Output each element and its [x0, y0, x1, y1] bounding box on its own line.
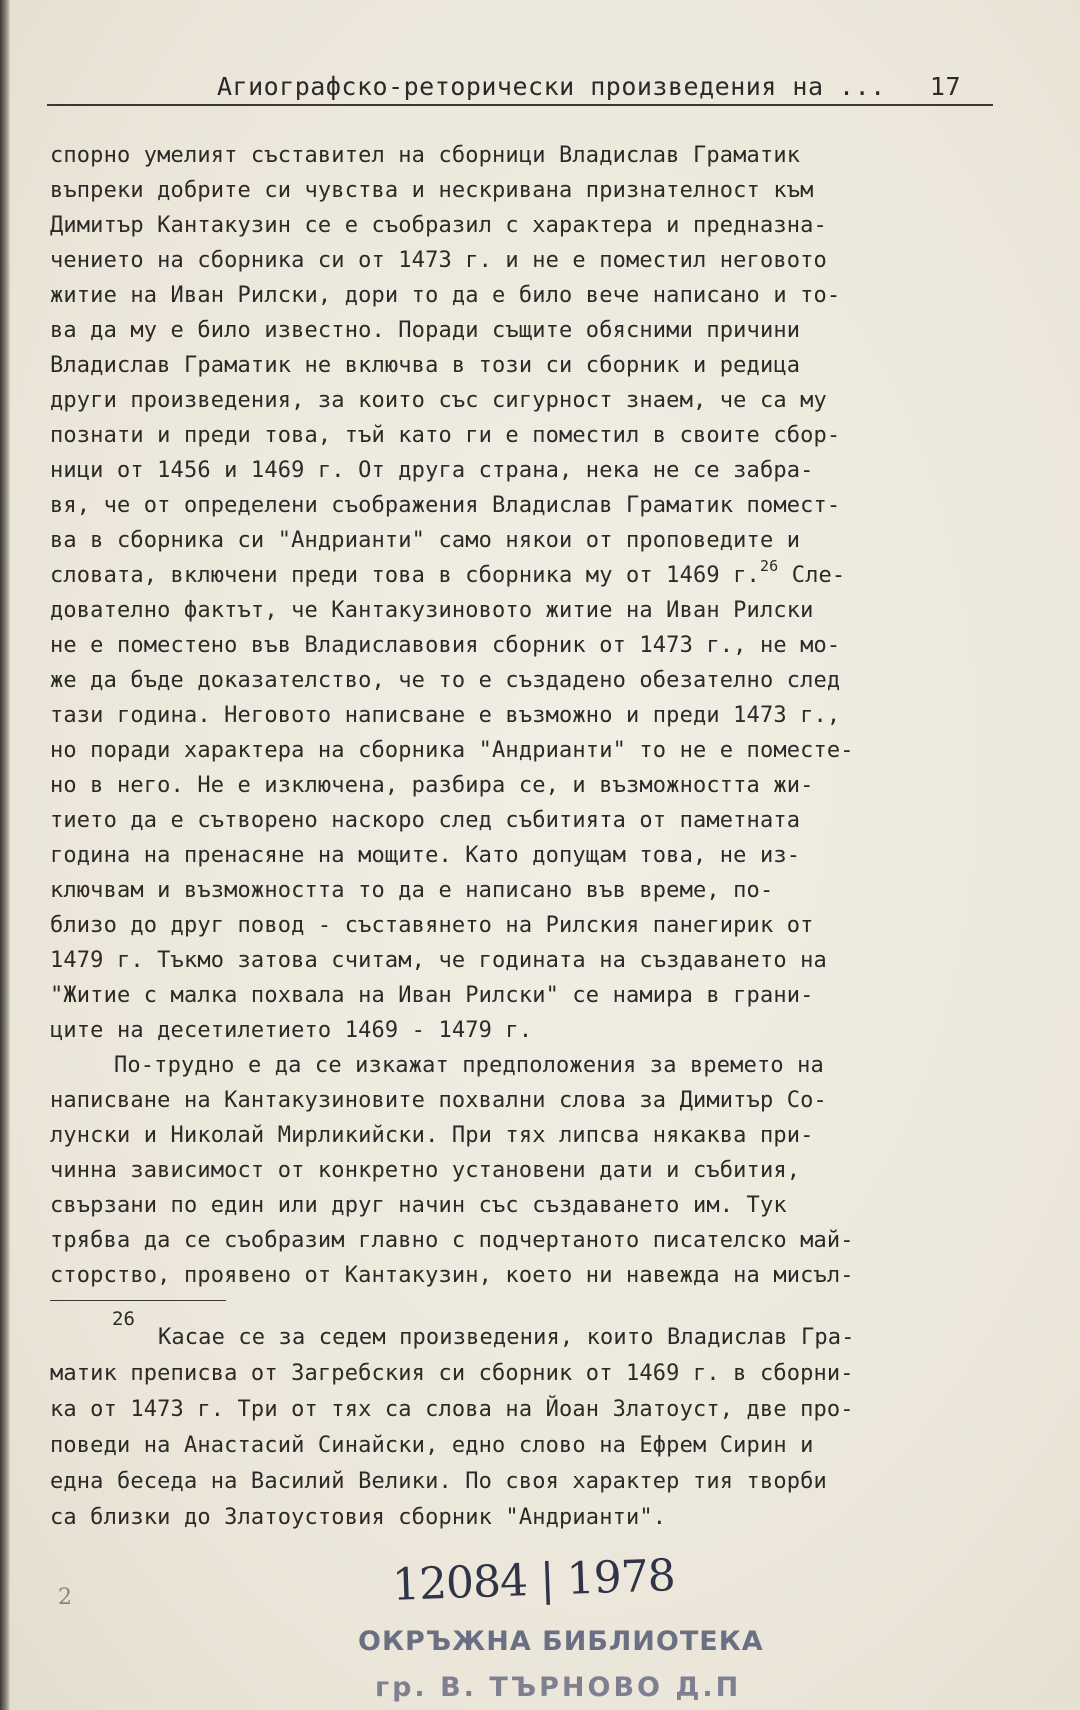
page-number: 17 [929, 72, 961, 101]
text-line: ва в сборника си "Андрианти" само някои от проповедите и [50, 528, 801, 553]
footnote-reference[interactable]: 26 [759, 556, 779, 575]
library-stamp-line-2: гр. В. ТЪРНОВО Д.П [375, 1672, 742, 1703]
text-line: написване на Кантакузиновите похвални слова за Димитър Со- [50, 1088, 827, 1113]
text-line: не е поместено във Владиславовия сборник от 1473 г., не мо- [50, 633, 841, 658]
text-line: вя, че от определени съображения Владислав Граматик помест- [50, 493, 841, 518]
text-line: ници от 1456 и 1469 г. От друга страна, нека не се забра- [50, 458, 814, 483]
text-line: ците на десетилетието 1469 - 1479 г. [50, 1018, 533, 1043]
text-line: тието да е сътворено наскоро след събитията от паметната [50, 808, 801, 833]
text-line: чинна зависимост от конкретно установени дати и събития, [50, 1158, 801, 1183]
handwritten-inventory-number: 12084 | 1978 [391, 1550, 676, 1611]
text-line: ва да му е било известно. Поради същите обясними причини [50, 318, 801, 343]
text-line: тази година. Неговото написване е възможно и преди 1473 г., [50, 703, 841, 728]
text-line: свързани по един или друг начин със създаването им. Тук [50, 1193, 787, 1218]
text-line-part: словата, включени преди това в сборника му от 1469 г. [50, 563, 760, 588]
footnote-line: една беседа на Василий Велики. По своя характер тия творби [50, 1469, 827, 1494]
text-line: житие на Иван Рилски, дори то да е било вече написано и то- [50, 283, 841, 308]
margin-mark: 2 [58, 1585, 72, 1610]
main-text [50, 138, 1010, 1293]
text-line: дователно фактът, че Кантакузиновото житие на Иван Рилски [50, 598, 814, 623]
text-line: но поради характера на сборника "Андрианти" то не е поместе- [50, 738, 854, 763]
footnote-separator [50, 1300, 226, 1301]
text-line: же да бъде доказателство, че то е създадено обезателно след [50, 668, 841, 693]
running-title: Агиографско-реторически произведения на ... [217, 72, 886, 101]
footnote-line: ка от 1473 г. Три от тях са слова на Йоан Златоуст, две про- [50, 1397, 854, 1422]
book-spine-shadow [0, 0, 10, 1710]
footnote-line: поведи на Анастасий Синайски, едно слово на Ефрем Сирин и [50, 1433, 814, 1458]
library-stamp-line-1: ОКРЪЖНА БИБЛИОТЕКА [358, 1626, 764, 1657]
text-line: спорно умелият съставител на сборници Владислав Граматик [50, 143, 801, 168]
text-line: близо до друг повод - съставянето на Рилския панегирик от [50, 913, 814, 938]
paragraph-start-line: По-трудно е да се изкажат предположения за времето на [114, 1053, 824, 1078]
text-line-with-footnote-ref [50, 558, 1010, 593]
footnote [50, 1320, 1010, 1536]
text-line: познати и преди това, тъй като ги е поместил в своите сбор- [50, 423, 841, 448]
text-line: въпреки добрите си чувства и нескривана признателност към [50, 178, 814, 203]
footnote-line: Касае се за седем произведения, които Владислав Гра- [158, 1325, 855, 1350]
text-line: трябва да се съобразим главно с подчертаното писателско май- [50, 1228, 854, 1253]
text-line: 1479 г. Тъкмо затова считам, че годината на създаването на [50, 948, 827, 973]
text-line: Димитър Кантакузин се е съобразил с характера и предназна- [50, 213, 827, 238]
footnote-number: 26 [112, 1308, 135, 1330]
text-line: сторство, проявено от Кантакузин, което ни навежда на мисъл- [50, 1263, 854, 1288]
footnote-line: са близки до Златоустовия сборник "Андрианти". [50, 1505, 667, 1530]
text-line: чението на сборника си от 1473 г. и не е поместил неговото [50, 248, 827, 273]
running-header [47, 70, 993, 106]
text-line: Владислав Граматик не включва в този си сборник и редица [50, 353, 801, 378]
text-line: други произведения, за които със сигурност знаем, че са му [50, 388, 827, 413]
text-line: година на пренасяне на мощите. Като допущам това, не из- [50, 843, 801, 868]
footnote-line: матик преписва от Загребския си сборник от 1469 г. в сборни- [50, 1361, 854, 1386]
text-line: "Житие с малка похвала на Иван Рилски" се намира в грани- [50, 983, 814, 1008]
text-line: ключвам и възможността то да е написано във време, по- [50, 878, 774, 903]
text-line: но в него. Не е изключена, разбира се, и възможността жи- [50, 773, 814, 798]
text-line-part: Сле- [778, 563, 846, 588]
text-line: лунски и Николай Мирликийски. При тях липсва някаква при- [50, 1123, 814, 1148]
